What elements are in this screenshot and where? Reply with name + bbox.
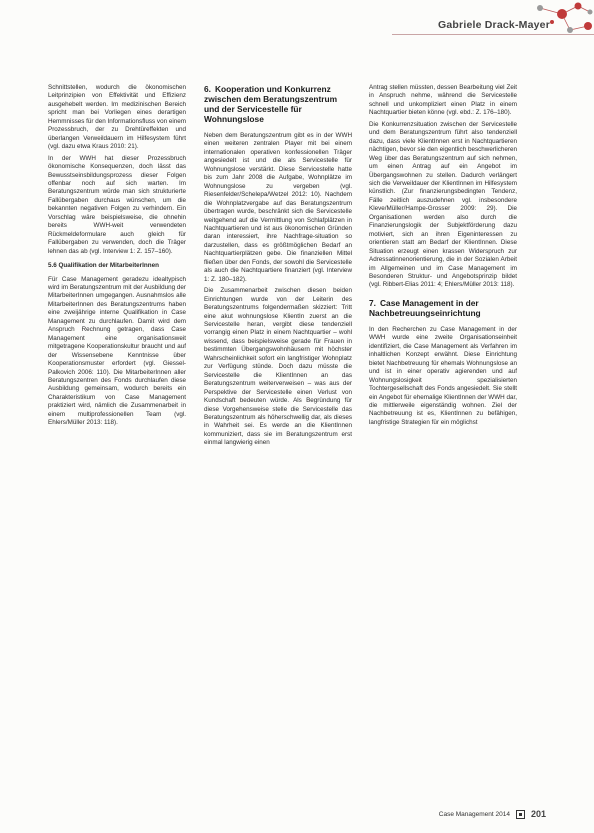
paragraph: Für Case Management geradezu idealtypisch wird im Beratungszentrum mit der Ausbildung der MitarbeiterInnen umgegangen. Ausnahmslos alle MitarbeiterInnen des Beratungszentrums haben eine zweijährige interne Qualifikation in Case Management zu durchlaufen. Damit wird dem Anspruch Rechnung getragen, dass Case Management eine organisationsweit mitgetragene Kooperationskultur braucht und auf der Wissensebene Kenntnisse über Kooperationsmuster erfordert (vgl. Giessel-Palkovich 2006: 110). Die MitarbeiterInnen aller Beratungszentren des Fonds durchlaufen diese Ausbildung gemeinsam, wodurch bereits ein Charakteristikum von Case Management praktiziert wird, nämlich die Zusammenarbeit in einem multiprofessionellen Team (vgl. Ehlers/Müller 2013: 118). <box>48 275 186 427</box>
section-heading: 5.6 Qualifikation der MitarbeiterInnen <box>48 262 159 270</box>
page-header <box>0 0 594 60</box>
paragraph: In der WWH hat dieser Prozessbruch ökonomische Konsequenzen, doch lässt das Bewusstseinsbildungsprozess dieser Folgen offenbar noch auf sich warten. Im Beratungszentrum würde man sich strukturierte Fallübergaben durchaus wünschen, um die bekannten negativen Folgen zu verhindern. Ein Vorschlag wäre beispielsweise, die ohnehin bereits WWH-weit verwendeten Rückmeldeformulare auch gleich für Fallübergaben zu verwenden, doch die Träger lehnen das ab (vgl. Interview 1: Z. 157–160). <box>48 154 186 255</box>
paragraph: Schnittstellen, wodurch die ökonomischen Leitprinzipien von Effektivität und Effizienz ausgehebelt werden. Im medizinischen Bereich spricht man bei Vorliegen eines derartigen Hemmnisses für den Informationsfluss von einem Prozessbruch, der zu Drehtüreffekten und überlangen Verweildauern im Hilfesystem führt (vgl. dazu etwa Kraus 2010: 21). <box>48 84 186 151</box>
section-heading <box>369 298 517 318</box>
case-management-logo-icon <box>516 810 525 819</box>
text-column-2 <box>204 84 352 451</box>
page-footer <box>439 809 546 819</box>
paragraph: Die Zusammenarbeit zwischen diesen beiden Einrichtungen wurde von der Leiterin des Beratungszentrums folgendermaßen skizziert: Tritt eine akut wohnungslose KlientIn zuerst an die Servicestelle heran, vergibt diese tendenziell vorrangig einen Platz in einem Nachtquartier – wohl wissend, dass beispielsweise gerade für Frauen in bestimmten Übergangswohnhäusern mit höchster Wahrscheinlichkeit sofort ein langfristiger Wohnplatz zur Verfügung stünde. Doch dazu müsste die Servicestelle die KlientInnen an das Beratungszentrum weiterverweisen – was aus der Perspektive der Servicestelle einen Verlust von Kundschaft bedeuten würde. Als Begründung für diese Vorgehensweise stelle die Servicestelle das Beratungszentrum als höherschwellig dar, als dieses in Wahrheit sei. Es werde an die KlientInnen kommuniziert, dass sie im Beratungszentrum erst einmal langwierig einen <box>204 287 352 447</box>
author-name: Gabriele Drack-Mayer <box>438 19 550 31</box>
section-title: Case Management in der Nachbetreuungseinrichtung <box>369 297 481 318</box>
header-divider <box>392 34 594 35</box>
page-number: 201 <box>530 809 546 819</box>
section-number: 7. <box>369 297 376 308</box>
paragraph: Die Konkurrenzsituation zwischen der Servicestelle und dem Beratungszentrum führt also tendenziell dazu, dass viele KlientInnen erst in Nachtquartieren nächtigen, bevor sie den eigentlich beschwerlicheren Weg über das Beratungszentrum auf sich nehmen, um einen Antrag auf ein Angebot im Übergangswohnen zu stellen. Dadurch verlängert sich die Verweildauer der KlientInnen im Hilfesystem künstlich. (Zur finanzierungsbedingten Tendenz, Fälle zeitlich auszudehnen vgl. insbesondere Kleve/Müller/Hampe-Grosser 2009: 29). Die Organisationen werden also durch die Finanzierungslogik der Subjektförderung dazu motiviert, sich an ihren Eigeninteressen zu orientieren statt am Bedarf der KlientInnen. Diese Situation erzeugt einen krassen Widerspruch zur Adressatinnenorientierung, die in der Sozialen Arbeit im Allgemeinen und im Case Management im Besonderen Struktur- und Angebotsprinzip bildet (vgl. Ribbert-Elias 2011: 4; Ehlers/Müller 2013: 118). <box>369 120 517 289</box>
paragraph: Neben dem Beratungszentrum gibt es in der WWH einen weiteren zentralen Player mit bei einem internationalen operativen konfessionellen Träger angesiedelt ist und die als Servicestelle für Wohnungslose verstärkt. Diese Servicestelle hatte bis zum Jahr 2008 die Aufgabe, Wohnplätze im Wohnungslose zu vergeben (vgl. Riesenfelder/Schelepa/Wetzel 2012: 10). Nachdem die Wohnplatzvergabe auf das Beratungszentrum übertragen wurde, beschränkt sich die Servicestelle weitgehend auf die Vermittlung von Schlafplätzen in Nachtquartieren und ist aus ökonomischen Gründen daran interessiert, ihre Nachfrage-situation so darzustellen, dass es größtmöglichen Bedarf an Nachtquartierplätzen gebe. Die finanziellen Mittel fließen über den Fonds, der sowohl die Servicestelle als auch die Nachtquartiere finanziert (vgl. Interview 1: Z. 180–182). <box>204 132 352 283</box>
text-column-3 <box>369 84 517 430</box>
section-title: Kooperation und Konkurrenz zwischen dem Beratungszentrum und der Servicestelle für Wohnungslose <box>204 84 338 124</box>
section-number: 6. <box>204 84 211 94</box>
section-heading <box>204 84 352 124</box>
journal-name: Case Management 2014 <box>438 810 510 818</box>
text-column-1 <box>48 84 186 431</box>
paragraph: In den Recherchen zu Case Management in der WWH wurde eine zweite Organisationseinheit identifiziert, die Case Management als Verfahren im inhaltlichen Konzept erwähnt. Diese Einrichtung bietet Nachbetreuung für ehemals Wohnungslose an und ist in einer operativ agierenden und auf Wohnungslosigkeit spezialisierten Tochtergesellschaft des Fonds angesiedelt. Sie stellt ein Angebot für ehemalige KlientInnen der WWH dar, die mittlerweile eigenständig wohnen. Ziel der Nachbetreuung ist es, KlientInnen zu befähigen, langfristige Strategien für ein möglichst <box>369 325 517 426</box>
paragraph: Antrag stellen müssten, dessen Bearbeitung viel Zeit in Anspruch nehme, während die Servicestelle schnell und unkompliziert einen Platz in einem Nachtquartier bieten könne (vgl. ebd.: Z. 176–180). <box>369 84 517 117</box>
